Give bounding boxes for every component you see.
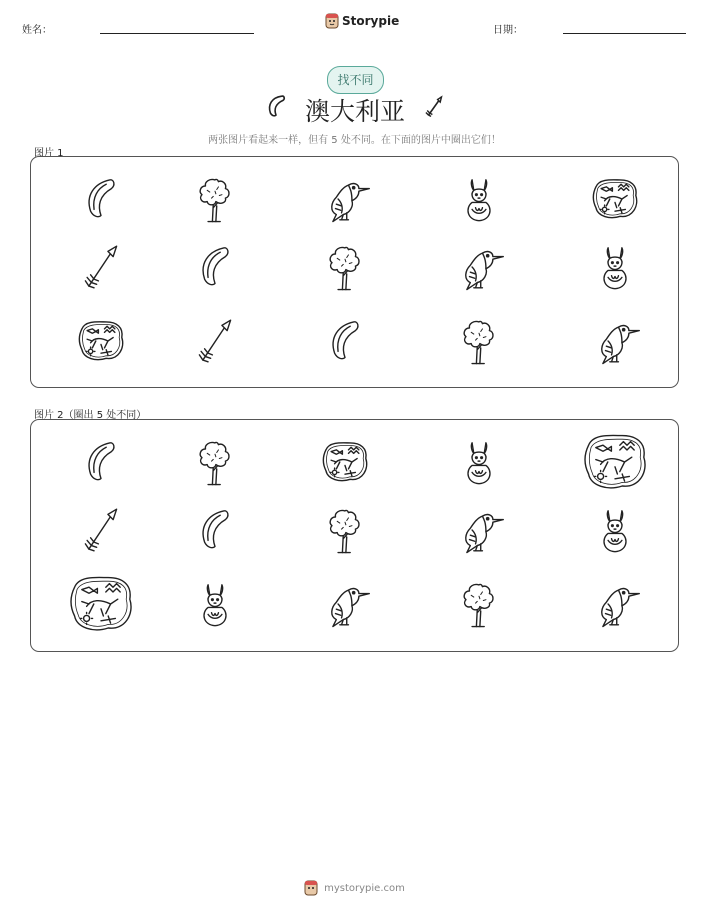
date-label: 日期： bbox=[493, 25, 523, 36]
spot-difference-tag: 找不同 bbox=[327, 66, 384, 94]
title-arrow-icon bbox=[422, 90, 448, 122]
footer-site: mystorypie.com bbox=[324, 882, 405, 894]
arrow-icon[interactable] bbox=[75, 504, 127, 556]
tree-icon bbox=[189, 173, 241, 225]
date-line bbox=[563, 33, 686, 34]
picture1-label: 图片 1 bbox=[34, 148, 64, 159]
kangaroo-icon bbox=[453, 173, 505, 225]
kookaburra-icon bbox=[319, 173, 371, 225]
boomerang-icon[interactable] bbox=[75, 436, 127, 488]
boomerang-icon bbox=[75, 173, 127, 225]
boomerang-icon[interactable] bbox=[189, 504, 241, 556]
rock-art-icon[interactable] bbox=[319, 436, 371, 488]
footer bbox=[0, 880, 709, 896]
name-line bbox=[100, 33, 254, 34]
kookaburra-icon[interactable] bbox=[589, 578, 641, 630]
tree-icon[interactable] bbox=[189, 436, 241, 488]
storypie-mascot-icon bbox=[325, 13, 339, 29]
arrow-icon bbox=[189, 315, 241, 367]
arrow-icon bbox=[75, 241, 127, 293]
picture2-label: 图片 2（圈出 5 处不同） bbox=[34, 410, 147, 421]
rock-art-icon[interactable] bbox=[65, 568, 137, 640]
boomerang-icon bbox=[189, 241, 241, 293]
brand-logo bbox=[325, 13, 399, 29]
page-title: 澳大利亚 bbox=[304, 97, 405, 126]
picture2-panel[interactable] bbox=[30, 419, 679, 652]
kookaburra-icon bbox=[589, 315, 641, 367]
tree-icon[interactable] bbox=[319, 504, 371, 556]
boomerang-icon bbox=[319, 315, 371, 367]
tree-icon[interactable] bbox=[453, 578, 505, 630]
tree-icon bbox=[453, 315, 505, 367]
picture1-panel bbox=[30, 156, 679, 388]
kangaroo-icon[interactable] bbox=[189, 578, 241, 630]
rock-art-icon bbox=[75, 315, 127, 367]
rock-art-icon bbox=[589, 173, 641, 225]
instructions: 两张图片看起来一样，但有 5 处不同。在下面的图片中圈出它们！ bbox=[208, 135, 501, 146]
kookaburra-icon bbox=[453, 241, 505, 293]
kangaroo-icon bbox=[589, 241, 641, 293]
tree-icon bbox=[319, 241, 371, 293]
kookaburra-icon[interactable] bbox=[319, 578, 371, 630]
storypie-mascot-icon bbox=[304, 880, 318, 896]
name-label: 姓名： bbox=[22, 25, 52, 36]
brand-name: Storypie bbox=[342, 14, 400, 28]
kangaroo-icon[interactable] bbox=[589, 504, 641, 556]
kookaburra-icon[interactable] bbox=[453, 504, 505, 556]
kangaroo-icon[interactable] bbox=[453, 436, 505, 488]
rock-art-icon[interactable] bbox=[579, 426, 651, 498]
